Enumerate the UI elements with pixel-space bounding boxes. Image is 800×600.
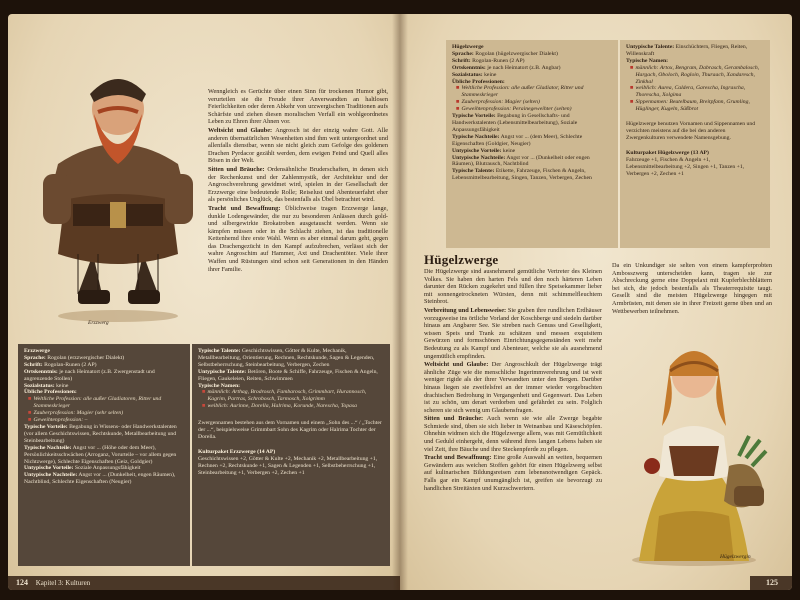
name-item: ■ weiblich: Aurinne, Dorella, Halrima, Korunde, Narescha, Topasa (202, 403, 357, 410)
box-line-sprache: Sprache: Rogolan (erzzwergischer Dialekt) (24, 354, 125, 361)
kulturpaket-text: Fahrzeuge +1, Fischen & Angeln +1, Lebensmittelbearbeitung +2, Singen +1, Tanzen +1, Verbergen +2, Zechen +1 (626, 156, 745, 177)
clothing-text: Üblichweise tragen Erzzwerge lange, dunkle Lodengewänder, die nur zu besonderen Anlässen durch gold- und silbergewirkte Brokatroben ausgetauscht werden. Wenn sie kämpfen müssen oder in die Schlacht ziehen, ist das traditionelle Kettenhemd ihre erste Wahl. Wenn es aber einmal darum geht, gegen das Drachengezücht in den Kampf aufzubrechen, verlässt sich der wahre Angroschim auf Hammer, Axt und Drachentöter. Viele ihrer Waffen und Rüstungen sind schon seit Generationen in den Händen ihrer Familie. (208, 204, 388, 273)
left-footer (8, 576, 400, 590)
name-item: ■ weiblich: Aurea, Caldera, Garescha, Ingrascha, Thorescha, Xolgima (630, 85, 746, 99)
right-page (400, 14, 792, 590)
intro-paragraph: Wenngleich es Gerüchte über einen Sinn für trockenen Humor gibt, verurteilen sie die Freude ihrer Anverwandten an haltlosen Feierlichkeiten oder deren Abkehr von urzwergischen Traditionen aufs Schärfste und ziehen diesen moralischen Verfall ein wohlgeordnetes Leben zu Ehren ihrer Ahnen vor. (208, 88, 388, 126)
customs-heading: Sitten und Bräuche: (424, 415, 484, 423)
huegelzwergin-illustration (614, 316, 774, 566)
box-line-vorteile: Typische Vorteile: Begabung in Gesellschafts- und Handwerkstalenten (Lebensmittelbearbeitung), Soziale Anpassungsfähigkeit (452, 113, 578, 133)
kulturpaket-title: Kulturpaket Hügelzwerge (13 AP) (626, 149, 709, 156)
box-line-untyp-vorteile: Untypische Vorteile: keine (452, 147, 516, 154)
profession-item: ■ Geweihtenprofession: Perainegeweihter (selten) (456, 106, 572, 113)
name-item: ■ männlich: Arthag, Brodrosch, Fambarosch, Grimmbart, Hurannosch, Kagrim, Partras, Schrobosch, Tarmosch, Xolgrimm (202, 389, 367, 403)
right-body-text (424, 268, 602, 493)
left-page (8, 14, 400, 590)
box-line-talente: Typische Talente: Etikette, Fahrzeuge, Fischen & Angeln, Lebensmittelbearbeitung, Singen, Tanzen, Verbergen, Zechen (452, 168, 592, 182)
clothing-heading: Tracht und Bewaffnung: (424, 454, 492, 462)
right-side-text: Da ein Unkundiger sie selten von einem kampferprobten Ambosszwerg unterscheiden kann, tragen sie zur Abschreckung gerne eine Doppelaxt mit Kupferblechblättern bei sich, die jedoch bestenfalls als Theaterrequisite taugt. Gesellt sind die meisten Hügelzwerge hingegen mit Armbrüsten, mit denen sie in ihrer Freizeit gerne üben und an Wettbewerben teilnehmen. (612, 262, 772, 315)
box-namen-note: Hügelzwerge benutzen Vornamen und Sippennamen und verzichten meistens auf die bei den anderen Zwergenkulturen verwendete Namensgebung. (626, 121, 756, 141)
box-line-sozialstatus: Sozialstatus: keine (24, 382, 69, 389)
box-line-untyp-nachteile: Untypische Nachteile: Angst vor ... (Dunkelheit oder engen Räumen), Blutrausch, Nachtblind (452, 154, 590, 168)
right-footer (750, 576, 792, 590)
erzzwerge-talent-box (192, 344, 390, 566)
left-body-text (208, 88, 388, 274)
name-item: ■ Sippennamen: Beutelbaum, Breitpfann, Grumling, Hüglinger, Kugeln, Süßbrot (630, 99, 750, 113)
erzzwerge-stat-box (18, 344, 190, 566)
illustration-caption: Hügelzwergin (720, 554, 751, 560)
box-line-sozialstatus: Sozialstatus: keine (452, 71, 497, 78)
box-line-namen: Typische Namen: (198, 382, 241, 389)
box-namen-note: Zwergennamen bestehen aus dem Vornamen und einem „Sohn des ...“ / „Tochter der ...“, beispielsweise Grimmbart Sohn des Kagrim oder Halrima Tochter der Dorella. (198, 420, 382, 440)
spread-heading: Verbreitung und Lebensweise: (424, 306, 507, 314)
intro-paragraph: Die Hügelzwerge sind ausnehmend gemütliche Vertreter des Kleinen Volkes. Sie haben den harten Fels und den noch härteren Leben darunter den Rücken zugekehrt und füllen ihre Speisekammer lieber mit sonnengetrockneten Würsten, denn mit schimmelfleuchtem Steinbrot. (424, 268, 602, 306)
clothing-heading: Tracht und Bewaffnung: (208, 204, 281, 212)
religion-text: Angrosch ist der einzig wahre Gott. Alle anderen übernatürlichen Wesenheiten sind ihm weit untergeordnet und allenfalls dienstbar, wenn sie nicht gleich zum Gefolge des goldenen Drachen Pyrdacor gezählt werden, dem ewigen Feind und Quell alles Bösen in der Welt. (208, 126, 389, 165)
clothing-paragraph (424, 454, 602, 492)
profession-item: ■ Weltliche Profession: alle außer Gladiatoren, Ritter und Stammeskrieger (28, 396, 162, 410)
box-line-untyp-vorteile: Untypische Vorteile: Soziale Anpassungsfähigkeit (24, 465, 141, 472)
huegelzwerge-talent-box (620, 40, 770, 248)
profession-item: ■ Geweihtenprofession: – (28, 417, 88, 424)
book-gutter (392, 14, 408, 590)
huegelzwerge-stat-box (446, 40, 618, 248)
religion-heading: Weltsicht und Glaube: (208, 126, 273, 134)
box-line-talente: Typische Talente: Geschichtswissen, Götter & Kulte, Mechanik, Metallbearbeitung, Orientierung, Rechnen, Rechtskunde, Sagen & Legenden, Selbstbeherrschung, Steinbearbeitung, Verbergen, Zechen (198, 348, 375, 368)
customs-text: Ordensähnliche Bruderschaften, in denen sich der Rechenkunst und der Zahlenmystik, der Architektur und der Angroschverehrung gewidmet wird, spielen in der Gesellschaft der Erzzwerge eine bedeutende Rolle; Reiselust und Abenteuerfahrt eher als persönliches Unglück, das bestenfalls als Übel betrachtet wird. (208, 165, 389, 204)
box-line-schrift: Schrift: Rogolan-Runen (2 AP) (24, 361, 97, 368)
clothing-paragraph (208, 205, 388, 273)
box-line-nachteile: Typische Nachteile: Angst vor ... (Höhe oder dem Meer), Persönlichkeitsschwächen (Arroganz, Vorurteile – vor allem gegen Nichtzwerge), Schlechte Eigenschaften (Geiz, Goldgier) (24, 444, 177, 465)
kulturpaket-text: Geschichtswissen +2, Götter & Kulte +2, Mechanik +2, Metallbearbeitung +1, Rechnen +2, Rechtskunde +1, Sagen & Legenden +1, Selbstbeherrschung +1, Steinbearbeitung +1, Verbergen +2, Zechen +1 (198, 455, 378, 476)
box-line-ortskenntnis: Ortskenntnis: je nach Heimatort (z.B. Zwergenstadt und angrenzende Stollen) (24, 368, 155, 382)
illustration-caption: Erzzwerg (88, 320, 109, 326)
profession-item: ■ Weltliche Profession: alle außer Gladiator, Ritter und Stammeskrieger (456, 85, 584, 99)
page-number-right: 125 (766, 578, 778, 587)
box-title: Hügelzwerge (452, 44, 484, 50)
kulturpaket-title: Kulturpaket Erzzwerge (14 AP) (198, 448, 276, 455)
religion-paragraph (208, 127, 388, 165)
box-line-schrift: Schrift: Rogolan-Runen (2 AP) (452, 57, 525, 64)
customs-text: Auch wenn sie wie alle Zwerge begabte Schmiede sind, üben sie sich lieber in Weinanbau und Käseschöpfen. Ohnehin widmen sich die Hügelzwerge allem, was mit Gemütlichkeit und Geduld einhergeht, denn während ihres langen Lebens haben sie viel Zeit, ihre Bäuche und ihre Steckenpferde zu pflegen. (424, 415, 602, 453)
section-title: Hügelzwerge (424, 252, 499, 267)
box-line-vorteile: Typische Vorteile: Begabung in Wissens- oder Handwerkstalenten (vor allem Geschichtswissen, Rechtskunde, Metallbearbeitung und Steinbearbeitung) (24, 423, 177, 444)
box-line-untyp-talente: Untypische Talente: Einschüchtern, Fliegen, Reiten, Willenskraft (626, 44, 748, 57)
box-line-ortskenntnis: Ortskenntnis: je nach Heimatort (z.B. Angbar) (452, 64, 561, 71)
chapter-title: Kapitel 3: Kulturen (35, 579, 91, 587)
box-line-untyp-nachteile: Untypische Nachteile: Angst vor ... (Dunkelheit, engen Räumen), Nachtblind, Schlechte Eigenschaften (Neugier) (24, 472, 176, 486)
religion-heading: Weltsicht und Glaube: (424, 361, 489, 369)
erzzwerg-illustration (38, 54, 198, 324)
religion-text: Der Angroschkult der Hügelzwerge trägt ähnliche Züge wie die menschliche Ingerimmverehrung und ist weit weniger rigide als der ihrer Verwandten unter den Bergen. Darüber hinaus liegen sie zweifelsfrei an der immer wieder vorgebrachten drachischen Bedrohung in Vergangenheit und Gegenwart. Das Leben ist zu schön, um derart verdorben und gefährdet zu sein. Folglich scheren sie sich wenig um Glaubensfragen. (424, 361, 603, 414)
profession-item: ■ Zauberprofession: Magier (selten) (456, 99, 540, 106)
spread-paragraph (424, 307, 602, 360)
box-line-namen: Typische Namen: (626, 57, 669, 64)
customs-heading: Sitten und Bräuche: (208, 165, 265, 173)
box-line-nachteile: Typische Nachteile: Angst vor ... (dem Meer), Schlechte Eigenschaften (Goldgier, Neugier) (452, 133, 583, 147)
page-number-left: 124 (16, 578, 28, 587)
box-line-untyp-talente: Untypische Talente: Betören, Boote & Schiffe, Fahrzeuge, Fischen & Angeln, Fliegen, Gaukeleien, Reiten, Schwimmen (198, 368, 378, 382)
spread-text: Sie graben ihre rundlichen Erdhäuser vorzugsweise ins örtliche Vorland der Koschberge und siedeln darüber hinaus am Angbarer See. Sie streben nach Genuss und Geselligkeit, wissen Speis und Trank zu schätzen und messen exquisitem Gewürzen und formschönen Einrichtungsgegenständen weit mehr Bedeutung zu als Kampf und Abenteuer, welche sie als ausnehmend ungemütlich empfinden. (424, 306, 603, 360)
clothing-text: Eine große Auswahl an weiten, bequemen Gewändern aus weichen Stoffen gehört für einen Hügelzwerg selbst auf kulinarischen Bildungsreisen zum lebensnotwendigen Gepäck. Falls gar ein Kampf unumgänglich ist, greifen sie bevorzugt zu handlichen Streitäxten und Kurzschwertern. (424, 454, 602, 492)
customs-paragraph (424, 415, 602, 453)
profession-item: ■ Zauberprofession: Magier (sehr selten) (28, 410, 124, 417)
customs-paragraph (208, 166, 388, 204)
box-line-sprache: Sprache: Rogolan (hügelzwergischer Dialekt) (452, 50, 558, 57)
box-line-professionen: Übliche Professionen: (24, 389, 77, 396)
box-title: Erzzwerge (24, 348, 50, 354)
name-item: ■ männlich: Artox, Bengram, Dabrasch, Gerambalosch, Hargach, Oboloch, Rogloin, Thuraach, Xandaresch, Zinkhal (630, 64, 760, 85)
religion-paragraph (424, 361, 602, 414)
box-line-professionen: Übliche Professionen: (452, 78, 505, 85)
